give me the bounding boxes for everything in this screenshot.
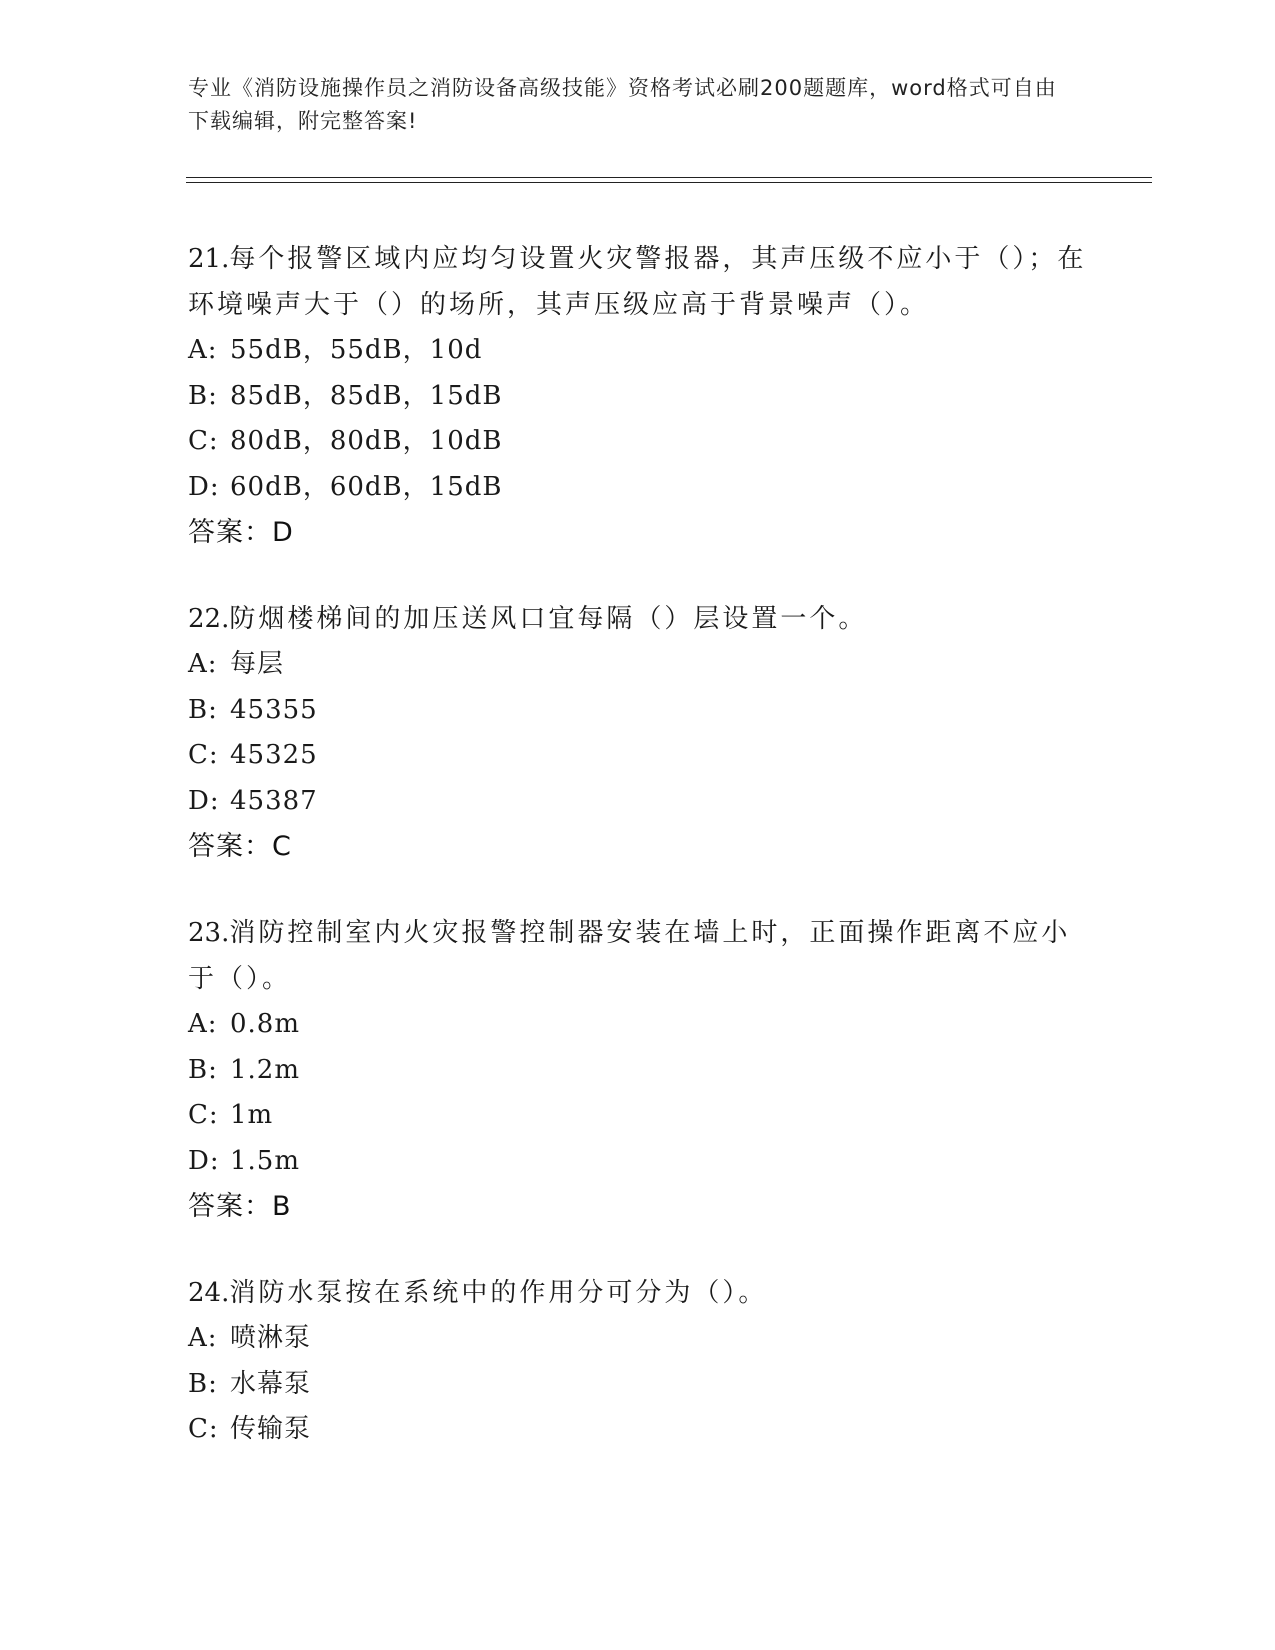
question-list bbox=[188, 236, 1088, 1493]
option-letter: D: bbox=[188, 471, 220, 502]
header-divider-double bbox=[186, 182, 1152, 183]
option-text: 60dB，60dB，15dB bbox=[230, 471, 503, 502]
question-text: 防烟楼梯间的加压送风口宜每隔（）层设置一个。 bbox=[229, 604, 868, 634]
option-letter: A: bbox=[188, 335, 218, 365]
option-text: 55dB，55dB，10d bbox=[230, 335, 483, 365]
option-text: 喷淋泵 bbox=[230, 1323, 312, 1353]
option-d bbox=[188, 1139, 1088, 1185]
option-letter: C: bbox=[188, 1414, 219, 1444]
question-21 bbox=[188, 236, 1088, 556]
document-header: 专业《消防设施操作员之消防设备高级技能》资格考试必刷200题题库，word格式可自由下载编辑，附完整答案! bbox=[188, 76, 1057, 133]
option-text: 1.5m bbox=[230, 1145, 301, 1176]
option-letter: C: bbox=[188, 740, 219, 770]
option-text: 85dB，85dB，15dB bbox=[230, 380, 503, 411]
answer-line: 答案：D bbox=[188, 517, 294, 548]
option-letter: A: bbox=[188, 649, 218, 679]
question-stem bbox=[188, 236, 1088, 328]
question-text: 每个报警区域内应均匀设置火灾警报器，其声压级不应小于（）；在环境噪声大于（）的场所，其声压级应高于背景噪声（）。 bbox=[188, 244, 1087, 320]
option-a bbox=[188, 1002, 1088, 1048]
option-b bbox=[188, 1362, 1088, 1408]
option-letter: B: bbox=[188, 1054, 218, 1085]
question-number: 23. bbox=[188, 918, 230, 948]
question-text: 消防水泵按在系统中的作用分可分为（）。 bbox=[229, 1278, 768, 1308]
question-stem bbox=[188, 910, 1088, 1002]
option-letter: B: bbox=[188, 380, 218, 411]
option-text: 45387 bbox=[230, 785, 318, 816]
question-stem bbox=[188, 1270, 1088, 1316]
option-text: 80dB，80dB，10dB bbox=[230, 426, 503, 456]
option-d bbox=[188, 779, 1088, 825]
option-c bbox=[188, 733, 1088, 779]
header-divider bbox=[186, 177, 1152, 178]
option-b bbox=[188, 374, 1088, 420]
option-a bbox=[188, 642, 1088, 688]
option-text: 每层 bbox=[230, 649, 285, 679]
option-letter: C: bbox=[188, 1100, 219, 1130]
option-c bbox=[188, 419, 1088, 465]
question-stem bbox=[188, 596, 1088, 642]
option-text: 传输泵 bbox=[230, 1414, 312, 1444]
option-text: 45325 bbox=[230, 740, 318, 770]
option-letter: A: bbox=[188, 1323, 218, 1353]
option-d bbox=[188, 465, 1088, 511]
answer-line: 答案：B bbox=[188, 1191, 292, 1222]
option-text: 0.8m bbox=[230, 1009, 301, 1039]
option-letter: B: bbox=[188, 694, 218, 725]
option-text: 水幕泵 bbox=[230, 1368, 312, 1399]
option-b bbox=[188, 688, 1088, 734]
option-letter: A: bbox=[188, 1009, 218, 1039]
question-23 bbox=[188, 910, 1088, 1230]
question-text: 消防控制室内火灾报警控制器安装在墙上时，正面操作距离不应小于（）。 bbox=[188, 918, 1071, 994]
question-24 bbox=[188, 1270, 1088, 1453]
question-22 bbox=[188, 596, 1088, 870]
option-letter: B: bbox=[188, 1368, 218, 1399]
question-number: 24. bbox=[188, 1278, 230, 1308]
option-a bbox=[188, 1316, 1088, 1362]
option-letter: D: bbox=[188, 1145, 220, 1176]
answer-line: 答案：C bbox=[188, 831, 292, 862]
option-text: 1m bbox=[230, 1100, 274, 1130]
option-text: 45355 bbox=[230, 694, 318, 725]
question-number: 22. bbox=[188, 604, 230, 634]
option-letter: C: bbox=[188, 426, 219, 456]
option-a bbox=[188, 328, 1088, 374]
option-c bbox=[188, 1093, 1088, 1139]
option-text: 1.2m bbox=[230, 1054, 301, 1085]
question-number: 21. bbox=[188, 244, 230, 274]
option-b bbox=[188, 1048, 1088, 1094]
option-letter: D: bbox=[188, 785, 220, 816]
option-c bbox=[188, 1407, 1088, 1453]
